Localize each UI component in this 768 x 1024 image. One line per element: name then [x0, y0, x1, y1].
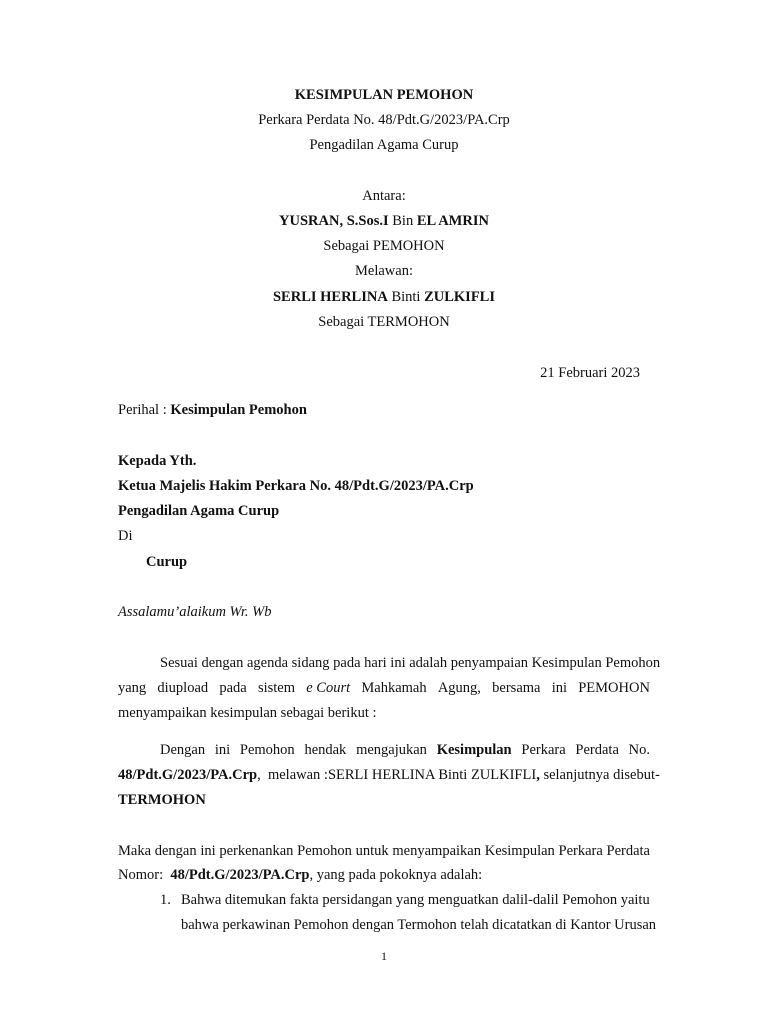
para1-line-1: Sesuai dengan agenda sidang pada hari ini adalah penyampaian Kesimpulan Pemohon [160, 655, 661, 671]
word: ini [214, 742, 231, 758]
word: yang [118, 680, 147, 696]
subject-value: Kesimpulan Pemohon [170, 402, 307, 418]
case-number-line: Perkara Perdata No. 48/Pdt.G/2023/PA.Crp [258, 112, 510, 128]
word: Maka [118, 843, 152, 859]
versus-label: Melawan: [355, 263, 413, 279]
letter-date: 21 Februari 2023 [540, 365, 640, 381]
document-title: KESIMPULAN PEMOHON [294, 87, 474, 103]
word: perkenankan [219, 843, 294, 859]
respondent-role: Sebagai TERMOHON [318, 314, 450, 330]
e-court-term: e Court [306, 680, 351, 696]
court-name: Pengadilan Agama Curup [309, 137, 459, 153]
para1-line-2 [118, 679, 650, 697]
word: Dengan [160, 742, 206, 758]
word-bold: Kesimpulan [436, 742, 512, 758]
respondent-father: ZULKIFLI [424, 289, 495, 305]
case-number-bold: 48/Pdt.G/2023/PA.Crp [170, 867, 310, 883]
word: ini [200, 843, 216, 859]
word: pada [219, 680, 247, 696]
word: ini [551, 680, 567, 696]
word: Pemohon [239, 742, 295, 758]
addressee-line-3: Pengadilan Agama Curup [118, 503, 280, 519]
subject-label: Perihal : [118, 402, 167, 418]
para3-line-1 [118, 842, 650, 860]
respondent-name: SERLI HERLINA [272, 289, 388, 305]
word: sistem [257, 680, 296, 696]
para3-line-2 [118, 866, 482, 884]
word: Pemohon [297, 843, 352, 859]
word: No. [628, 742, 650, 758]
para1-line-3: menyampaikan kesimpulan sebagai berikut : [118, 705, 377, 721]
bold-comma: , [536, 767, 540, 783]
para3-end-text: , yang pada pokoknya adalah: [309, 867, 483, 883]
addressee-line-4: Di [118, 528, 133, 544]
word: Perkara [558, 843, 603, 859]
word: Kesimpulan [484, 843, 555, 859]
word: Perkara [521, 742, 566, 758]
petitioner-role: Sebagai PEMOHON [323, 238, 445, 254]
word: mengajukan [356, 742, 427, 758]
addressee-line-2: Ketua Majelis Hakim Perkara No. 48/Pdt.G/2023/PA.Crp [118, 478, 474, 494]
word: Perdata [606, 843, 650, 859]
list-item-line-1: Bahwa ditemukan fakta persidangan yang menguatkan dalil-dalil Pemohon yaitu [181, 892, 650, 908]
word: hendak [304, 742, 347, 758]
nomor-label: Nomor: [118, 867, 171, 883]
word: Mahkamah [361, 680, 427, 696]
respondent-line [0, 288, 768, 306]
para2-mid-text: , melawan :SERLI HERLINA Binti ZULKIFLI [257, 767, 537, 783]
petitioner-bin: Bin [392, 213, 414, 229]
word: menyampaikan [392, 843, 481, 859]
addressee-city: Curup [146, 554, 188, 570]
word: PEMOHON [578, 680, 650, 696]
petitioner-name: YUSRAN, S.Sos.I [279, 213, 389, 229]
para2-line-1 [160, 741, 650, 759]
para2-line-2 [118, 766, 660, 784]
list-item-line-2: bahwa perkawinan Pemohon dengan Termohon telah dicatatkan di Kantor Urusan [181, 917, 657, 933]
case-number-bold: 48/Pdt.G/2023/PA.Crp [118, 767, 258, 783]
petitioner-father: EL AMRIN [416, 213, 489, 229]
word: diupload [157, 680, 209, 696]
page-number: 1 [381, 949, 387, 963]
respondent-binti: Binti [391, 289, 421, 305]
subject-line [118, 401, 307, 419]
between-label: Antara: [362, 188, 406, 204]
word: Agung, [437, 680, 481, 696]
para2-end-text: selanjutnya disebut- [539, 767, 660, 783]
word: dengan [154, 843, 197, 859]
addressee-line-1: Kepada Yth. [118, 453, 197, 469]
word: Perdata [575, 742, 619, 758]
word: bersama [492, 680, 541, 696]
list-item-number: 1. [160, 892, 171, 908]
petitioner-line [0, 212, 768, 230]
greeting: Assalamu’alaikum Wr. Wb [118, 604, 272, 620]
para2-line-3: TERMOHON [118, 792, 206, 808]
word: untuk [355, 843, 389, 859]
